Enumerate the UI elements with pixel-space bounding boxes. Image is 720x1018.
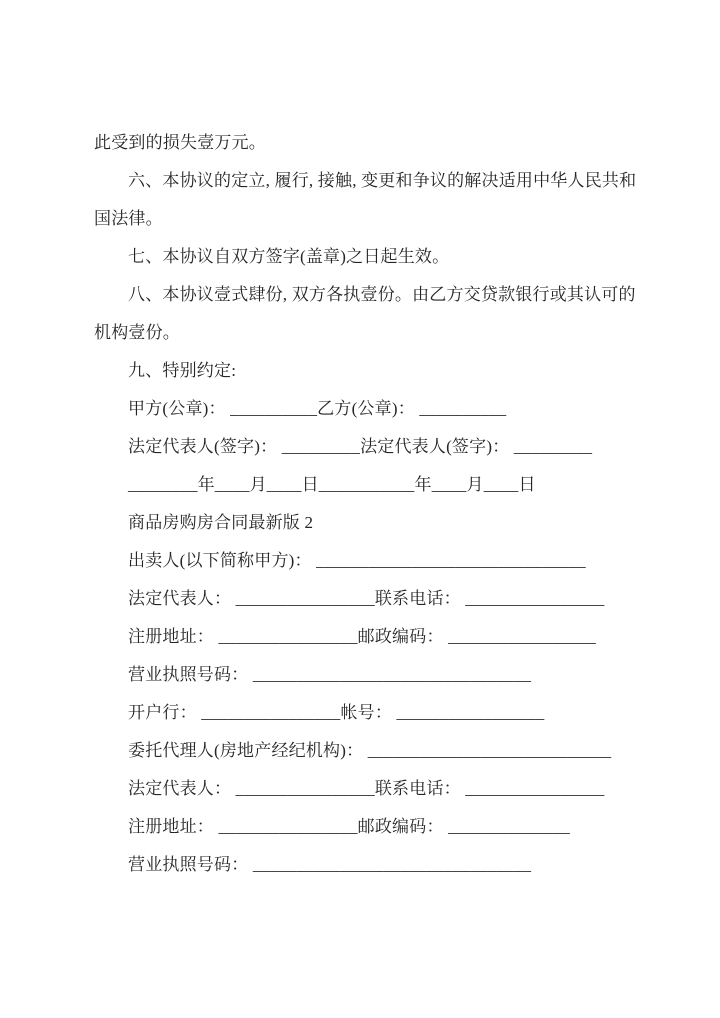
bank-account-line: 开户行： ________________帐号： _________________ <box>128 703 545 722</box>
clause-5-continuation-line: 此受到的损失壹万元。 <box>94 133 266 152</box>
seller-business-license-line: 营业执照号码： ________________________________ <box>128 665 532 684</box>
clause-8-line-2: 机构壹份。 <box>94 323 180 342</box>
clause-6-line-1: 六、本协议的定立, 履行, 接触, 变更和争议的解决适用中华人民共和 <box>128 171 637 190</box>
clause-6-line-2: 国法律。 <box>94 209 163 228</box>
legal-representative-signature-line: 法定代表人(签字)： _________法定代表人(签字)： _________ <box>128 437 593 456</box>
clause-9-special-agreement-line: 九、特别约定: <box>128 361 237 380</box>
seller-name-blank-line: 出卖人(以下简称甲方)： _______________________________ <box>128 551 586 570</box>
agent-legal-rep-phone-line: 法定代表人： ________________联系电话： ________________ <box>128 779 605 798</box>
date-blanks-line: ________年____月____日___________年____月____日 <box>128 475 536 494</box>
document-text-block <box>94 124 639 884</box>
entrusted-agent-line: 委托代理人(房地产经纪机构)： ____________________________ <box>128 741 612 760</box>
clause-8-line-1: 八、本协议壹式肆份, 双方各执壹份。由乙方交贷款银行或其认可的 <box>128 285 636 304</box>
clause-7-line: 七、本协议自双方签字(盖章)之日起生效。 <box>128 247 450 266</box>
contract-title-version-2: 商品房购房合同最新版 2 <box>128 513 314 532</box>
party-seal-blanks-line: 甲方(公章)： __________乙方(公章)： __________ <box>128 399 507 418</box>
agent-address-postcode-line: 注册地址： ________________邮政编码： ______________ <box>128 817 570 836</box>
agent-business-license-line: 营业执照号码： ________________________________ <box>128 855 532 874</box>
seller-legal-rep-phone-line: 法定代表人： ________________联系电话： ________________ <box>128 589 605 608</box>
seller-address-postcode-line: 注册地址： ________________邮政编码： _________________ <box>128 627 596 646</box>
